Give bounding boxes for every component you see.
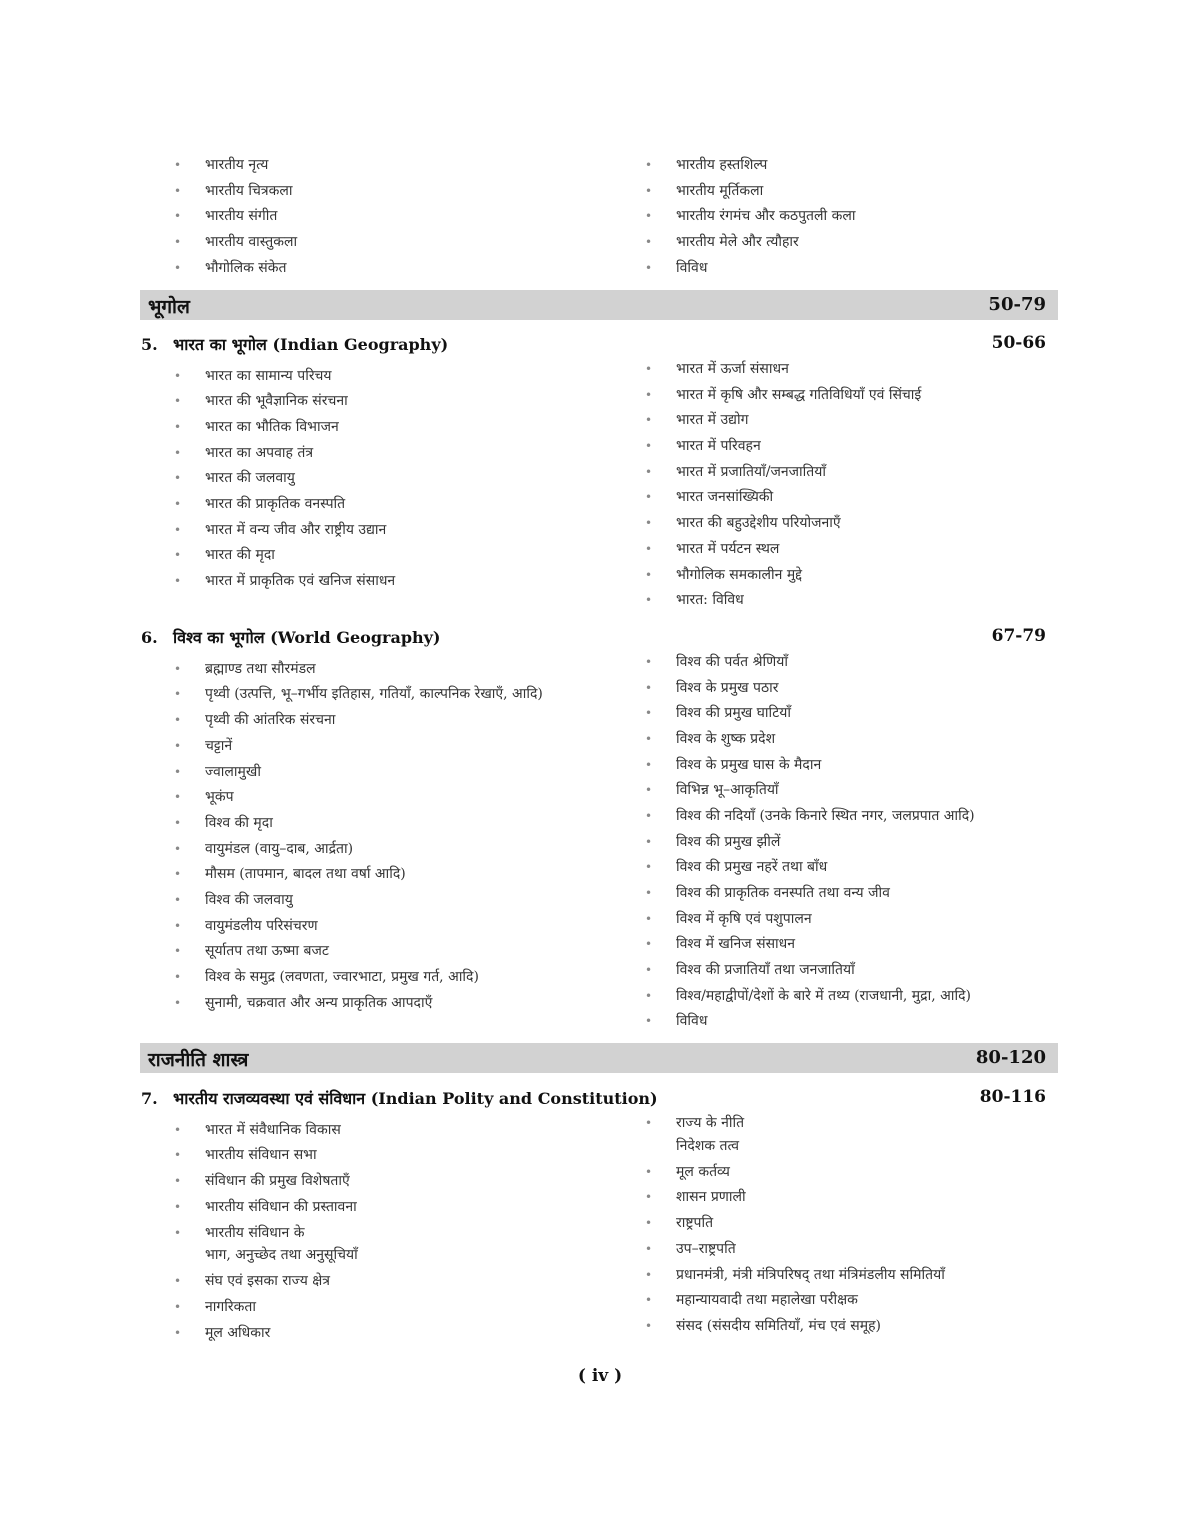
list-item: भारत जनसांख्यिकी <box>676 489 774 505</box>
bullet: • <box>645 388 653 402</box>
list-item: भारत में पर्यटन स्थल <box>676 541 780 557</box>
section-header-polity <box>140 1043 1058 1073</box>
bullet: • <box>645 835 653 849</box>
chapter-heading-5 <box>141 333 448 355</box>
list-item: भौगोलिक संकेत <box>205 260 287 276</box>
bullet: • <box>645 1165 653 1179</box>
bullet: • <box>645 516 653 530</box>
bullet: • <box>645 681 653 695</box>
bullet: • <box>174 235 182 249</box>
list-item-continuation: निदेशक तत्व <box>676 1138 740 1154</box>
bullet: • <box>645 989 653 1003</box>
list-item: विश्व में कृषि एवं पशुपालन <box>676 911 812 927</box>
chapter-pages: 67-79 <box>991 626 1046 646</box>
bullet: • <box>174 1148 182 1162</box>
list-item: भारत का भौतिक विभाजन <box>205 419 339 435</box>
list-item: मौसम (तापमान, बादल तथा वर्षा आदि) <box>205 866 406 882</box>
bullet: • <box>645 413 653 427</box>
bullet: • <box>174 713 182 727</box>
bullet: • <box>174 548 182 562</box>
list-item: विविध <box>676 260 708 276</box>
list-item: भारत की मृदा <box>205 547 275 563</box>
page-number: ( iv ) <box>577 1366 623 1386</box>
list-item: पृथ्वी की आंतरिक संरचना <box>205 712 336 728</box>
section-header-geography <box>140 290 1058 320</box>
chapter-heading-7 <box>141 1087 658 1109</box>
list-item: भारतीय चित्रकला <box>205 183 293 199</box>
list-item: विश्व की प्रजातियाँ तथा जनजातियाँ <box>676 962 855 978</box>
bullet: • <box>645 261 653 275</box>
section-title: भूगोल <box>148 296 190 318</box>
chapter-pages: 50-66 <box>991 333 1046 353</box>
bullet: • <box>645 184 653 198</box>
bullet: • <box>645 860 653 874</box>
bullet: • <box>645 1242 653 1256</box>
list-item: विश्व की प्रमुख नहरें तथा बाँध <box>676 859 828 875</box>
list-item: विश्व की प्रमुख झीलें <box>676 834 781 850</box>
bullet: • <box>174 420 182 434</box>
list-item: विश्व के प्रमुख पठार <box>676 680 779 696</box>
bullet: • <box>645 783 653 797</box>
chapter-number: 5. <box>141 335 158 354</box>
list-item: सुनामी, चक्रवात और अन्य प्राकृतिक आपदाएँ <box>205 995 433 1011</box>
bullet: • <box>645 758 653 772</box>
bullet: • <box>645 1014 653 1028</box>
bullet: • <box>174 816 182 830</box>
bullet: • <box>645 937 653 951</box>
list-item: विश्व की प्राकृतिक वनस्पति तथा वन्य जीव <box>676 885 890 901</box>
bullet: • <box>174 158 182 172</box>
list-item: विविध <box>676 1013 708 1029</box>
list-item: भारतीय संविधान सभा <box>205 1147 317 1163</box>
list-item: भारत में परिवहन <box>676 438 761 454</box>
list-item: ज्वालामुखी <box>205 764 261 780</box>
list-item: विश्व की पर्वत श्रेणियाँ <box>676 654 788 670</box>
list-item: महान्यायवादी तथा महालेखा परीक्षक <box>676 1292 858 1308</box>
bullet: • <box>174 970 182 984</box>
list-item: शासन प्रणाली <box>676 1189 746 1205</box>
chapter-title-english: (Indian Polity and Constitution) <box>370 1089 658 1108</box>
bullet: • <box>645 912 653 926</box>
list-item: भारत की बहुउद्देशीय परियोजनाएँ <box>676 515 841 531</box>
list-item: राष्ट्रपति <box>676 1215 714 1231</box>
bullet: • <box>174 1326 182 1340</box>
list-item: विश्व में खनिज संसाधन <box>676 936 796 952</box>
bullet: • <box>174 523 182 537</box>
bullet: • <box>645 158 653 172</box>
list-item: संसद (संसदीय समितियाँ, मंच एवं समूह) <box>676 1318 881 1334</box>
list-item: विश्व/महाद्वीपों/देशों के बारे में तथ्य (राजधानी, मुद्रा, आदि) <box>676 988 971 1004</box>
bullet: • <box>174 662 182 676</box>
list-item: उप–राष्ट्रपति <box>676 1241 736 1257</box>
bullet: • <box>174 893 182 907</box>
bullet: • <box>645 1268 653 1282</box>
bullet: • <box>174 687 182 701</box>
bullet: • <box>645 490 653 504</box>
list-item: भारत की भूवैज्ञानिक संरचना <box>205 393 348 409</box>
section-pages: 80-120 <box>975 1047 1046 1068</box>
list-item: भारतीय संगीत <box>205 208 278 224</box>
list-item: मूल अधिकार <box>205 1325 271 1341</box>
chapter-title-english: (Indian Geography) <box>272 335 449 354</box>
list-item: भारतीय हस्तशिल्प <box>676 157 768 173</box>
bullet: • <box>645 235 653 249</box>
section-pages: 50-79 <box>988 294 1046 315</box>
bullet: • <box>174 1174 182 1188</box>
bullet: • <box>645 809 653 823</box>
list-item: भारत में उद्योग <box>676 412 749 428</box>
bullet: • <box>174 867 182 881</box>
list-item: भारतीय संविधान की प्रस्तावना <box>205 1199 357 1215</box>
list-item: भारतीय नृत्य <box>205 157 269 173</box>
list-item: विश्व के प्रमुख घास के मैदान <box>676 757 822 773</box>
list-item: भारत: विविध <box>676 592 744 608</box>
bullet: • <box>174 1123 182 1137</box>
bullet: • <box>174 790 182 804</box>
bullet: • <box>174 1226 182 1240</box>
list-item: विश्व की जलवायु <box>205 892 293 908</box>
bullet: • <box>174 574 182 588</box>
list-item: विश्व की मृदा <box>205 815 273 831</box>
list-item: राज्य के नीति <box>676 1115 745 1131</box>
section-title: राजनीति शास्त्र <box>148 1049 249 1071</box>
bullet: • <box>645 542 653 556</box>
list-item: भारतीय मूर्तिकला <box>676 183 764 199</box>
bullet: • <box>645 568 653 582</box>
bullet: • <box>174 497 182 511</box>
bullet: • <box>645 1116 653 1130</box>
chapter-title-hindi: विश्व का भूगोल <box>173 628 265 647</box>
list-item: भारत की प्राकृतिक वनस्पति <box>205 496 346 512</box>
bullet: • <box>645 362 653 376</box>
bullet: • <box>174 944 182 958</box>
list-item: वायुमंडलीय परिसंचरण <box>205 918 318 934</box>
list-item: नागरिकता <box>205 1299 256 1315</box>
list-item: मूल कर्तव्य <box>676 1164 730 1180</box>
list-item: भारत में प्रजातियाँ/जनजातियाँ <box>676 464 827 480</box>
list-item: भारत का सामान्य परिचय <box>205 368 332 384</box>
bullet: • <box>174 1300 182 1314</box>
list-item: विश्व की प्रमुख घाटियाँ <box>676 705 791 721</box>
bullet: • <box>174 1274 182 1288</box>
chapter-pages: 80-116 <box>979 1087 1046 1107</box>
bullet: • <box>645 209 653 223</box>
chapter-title-hindi: भारतीय राजव्यवस्था एवं संविधान <box>173 1089 366 1108</box>
list-item: भारत का अपवाह तंत्र <box>205 445 314 461</box>
list-item: प्रधानमंत्री, मंत्री मंत्रिपरिषद् तथा मंत्रिमंडलीय समितियाँ <box>676 1267 945 1283</box>
list-item: भौगोलिक समकालीन मुद्दे <box>676 567 802 583</box>
list-item: भारतीय रंगमंच और कठपुतली कला <box>676 208 856 224</box>
list-item: भारत में कृषि और सम्बद्ध गतिविधियाँ एवं सिंचाई <box>676 387 922 403</box>
list-item: चट्टानें <box>205 738 233 754</box>
list-item: भूकंप <box>205 789 234 805</box>
bullet: • <box>174 739 182 753</box>
bullet: • <box>645 1319 653 1333</box>
chapter-heading-6 <box>141 626 441 648</box>
bullet: • <box>645 886 653 900</box>
bullet: • <box>645 439 653 453</box>
bullet: • <box>174 261 182 275</box>
list-item: भारत की जलवायु <box>205 470 295 486</box>
bullet: • <box>174 842 182 856</box>
bullet: • <box>645 655 653 669</box>
bullet: • <box>174 209 182 223</box>
bullet: • <box>174 446 182 460</box>
bullet: • <box>174 919 182 933</box>
list-item: ब्रह्माण्ड तथा सौरमंडल <box>205 661 316 677</box>
list-item: भारत में ऊर्जा संसाधन <box>676 361 789 377</box>
bullet: • <box>645 963 653 977</box>
list-item: संघ एवं इसका राज्य क्षेत्र <box>205 1273 331 1289</box>
chapter-number: 6. <box>141 628 158 647</box>
list-item: भारत में वन्य जीव और राष्ट्रीय उद्यान <box>205 522 387 538</box>
list-item: भारतीय मेले और त्यौहार <box>676 234 799 250</box>
chapter-title-hindi: भारत का भूगोल <box>173 335 267 354</box>
bullet: • <box>645 732 653 746</box>
bullet: • <box>645 465 653 479</box>
list-item: भारत में प्राकृतिक एवं खनिज संसाधन <box>205 573 396 589</box>
list-item: पृथ्वी (उत्पत्ति, भू–गर्भीय इतिहास, गतियाँ, काल्पनिक रेखाएँ, आदि) <box>205 686 543 702</box>
bullet: • <box>174 184 182 198</box>
bullet: • <box>174 1200 182 1214</box>
list-item: विश्व के समुद्र (लवणता, ज्वारभाटा, प्रमुख गर्त, आदि) <box>205 969 479 985</box>
list-item: भारतीय संविधान के <box>205 1225 305 1241</box>
list-item: वायुमंडल (वायु–दाब, आर्द्रता) <box>205 841 354 857</box>
chapter-number: 7. <box>141 1089 158 1108</box>
list-item-continuation: भाग, अनुच्छेद तथा अनुसूचियाँ <box>205 1247 358 1263</box>
bullet: • <box>174 765 182 779</box>
bullet: • <box>645 706 653 720</box>
bullet: • <box>174 394 182 408</box>
bullet: • <box>174 471 182 485</box>
chapter-title-english: (World Geography) <box>270 628 441 647</box>
list-item: भारतीय वास्तुकला <box>205 234 298 250</box>
bullet: • <box>645 1216 653 1230</box>
bullet: • <box>174 369 182 383</box>
bullet: • <box>645 1293 653 1307</box>
list-item: विश्व के शुष्क प्रदेश <box>676 731 776 747</box>
list-item: विश्व की नदियाँ (उनके किनारे स्थित नगर, जलप्रपात आदि) <box>676 808 975 824</box>
list-item: सूर्यातप तथा ऊष्मा बजट <box>205 943 329 959</box>
bullet: • <box>174 996 182 1010</box>
bullet: • <box>645 1190 653 1204</box>
list-item: विभिन्न भू–आकृतियाँ <box>676 782 779 798</box>
list-item: भारत में संवैधानिक विकास <box>205 1122 341 1138</box>
bullet: • <box>645 593 653 607</box>
list-item: संविधान की प्रमुख विशेषताएँ <box>205 1173 350 1189</box>
